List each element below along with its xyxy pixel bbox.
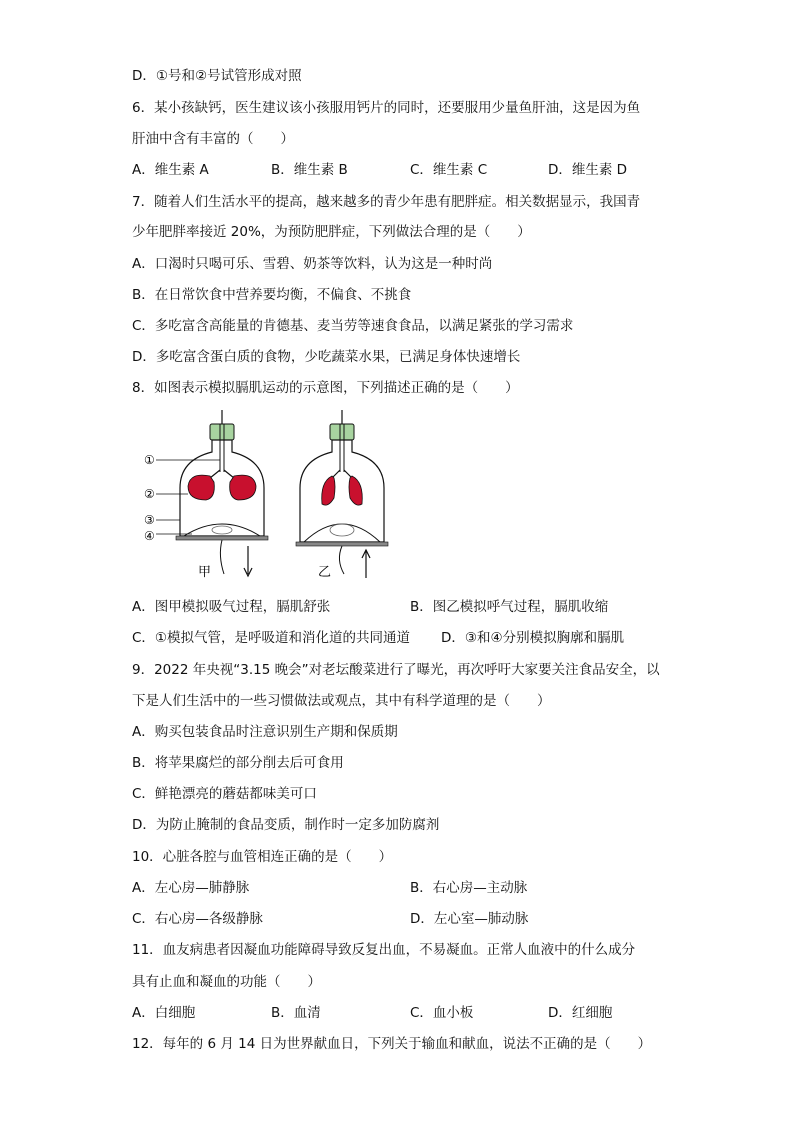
- q9-stem-line2: 下是人们生活中的一些习惯做法或观点，其中有科学道理的是（ ）: [132, 693, 551, 709]
- q6-option-b: B．维生素 B: [271, 162, 348, 178]
- q11-option-b: B．血清: [271, 1005, 321, 1021]
- q8-option-b: B．图乙模拟呼气过程，膈肌收缩: [410, 599, 609, 615]
- q7-stem-line1: 7．随着人们生活水平的提高，越来越多的青少年患有肥胖症。相关数据显示，我国青: [132, 194, 641, 210]
- q9-option-d: D．为防止腌制的食品变质，制作时一定多加防腐剂: [132, 817, 440, 833]
- q8-option-a: A．图甲模拟吸气过程，膈肌舒张: [132, 599, 331, 615]
- q11-option-d: D．红细胞: [548, 1005, 613, 1021]
- label-jia: 甲: [198, 565, 212, 580]
- marker-3: ③: [144, 513, 155, 527]
- q11-option-c: C．血小板: [410, 1005, 474, 1021]
- marker-1: ①: [144, 453, 155, 467]
- q6-stem-line1: 6．某小孩缺钙，医生建议该小孩服用钙片的同时，还要服用少量鱼肝油，这是因为鱼: [132, 100, 641, 116]
- marker-4: ④: [144, 529, 155, 543]
- q7-stem-line2: 少年肥胖率接近 20%，为预防肥胖症，下列做法合理的是（ ）: [132, 224, 531, 240]
- q7-option-d: D．多吃富含蛋白质的食物，少吃蔬菜水果，已满足身体快速增长: [132, 349, 521, 365]
- q12-stem: 12．每年的 6 月 14 日为世界献血日，下列关于输血和献血，说法不正确的是（ ）: [132, 1036, 652, 1052]
- q8-option-c: C．①模拟气管，是呼吸道和消化道的共同通道: [132, 630, 411, 646]
- q10-option-b: B．右心房—主动脉: [410, 880, 528, 896]
- q6-option-c: C．维生素 C: [410, 162, 488, 178]
- q7-option-b: B．在日常饮食中营养要均衡，不偏食、不挑食: [132, 287, 412, 303]
- jar-b: [296, 410, 388, 578]
- q10-option-d: D．左心室—肺动脉: [410, 911, 529, 927]
- q10-option-a: A．左心房—肺静脉: [132, 880, 250, 896]
- q11-stem-line1: 11．血友病患者因凝血功能障碍导致反复出血，不易凝血。正常人血液中的什么成分: [132, 942, 636, 958]
- q9-option-a: A．购买包装食品时注意识别生产期和保质期: [132, 724, 398, 740]
- q10-option-c: C．右心房—各级静脉: [132, 911, 263, 927]
- q11-stem-line2: 具有止血和凝血的功能（ ）: [132, 974, 321, 990]
- q8-option-d: D．③和④分别模拟胸廓和膈肌: [441, 630, 625, 646]
- label-yi: 乙: [318, 565, 332, 580]
- q6-option-a: A．维生素 A: [132, 162, 209, 178]
- q10-stem: 10．心脏各腔与血管相连正确的是（ ）: [132, 849, 393, 865]
- marker-2: ②: [144, 487, 155, 501]
- q9-option-b: B．将苹果腐烂的部分削去后可食用: [132, 755, 344, 771]
- diaphragm-model-figure: [132, 408, 392, 584]
- q5-option-d: D．①号和②号试管形成对照: [132, 68, 302, 84]
- q8-stem: 8．如图表示模拟膈肌运动的示意图，下列描述正确的是（ ）: [132, 380, 519, 396]
- q9-stem-line1: 9．2022 年央视“3.15 晚会”对老坛酸菜进行了曝光，再次呼吁大家要关注食品安全，以: [132, 662, 660, 678]
- q7-option-a: A．口渴时只喝可乐、雪碧、奶茶等饮料，认为这是一种时尚: [132, 256, 493, 272]
- q6-stem-line2: 肝油中含有丰富的（ ）: [132, 131, 294, 147]
- q9-option-c: C．鲜艳漂亮的蘑菇都味美可口: [132, 786, 317, 802]
- q6-option-d: D．维生素 D: [548, 162, 628, 178]
- jar-a: [176, 410, 268, 576]
- q11-option-a: A．白细胞: [132, 1005, 196, 1021]
- q7-option-c: C．多吃富含高能量的肯德基、麦当劳等速食食品，以满足紧张的学习需求: [132, 318, 574, 334]
